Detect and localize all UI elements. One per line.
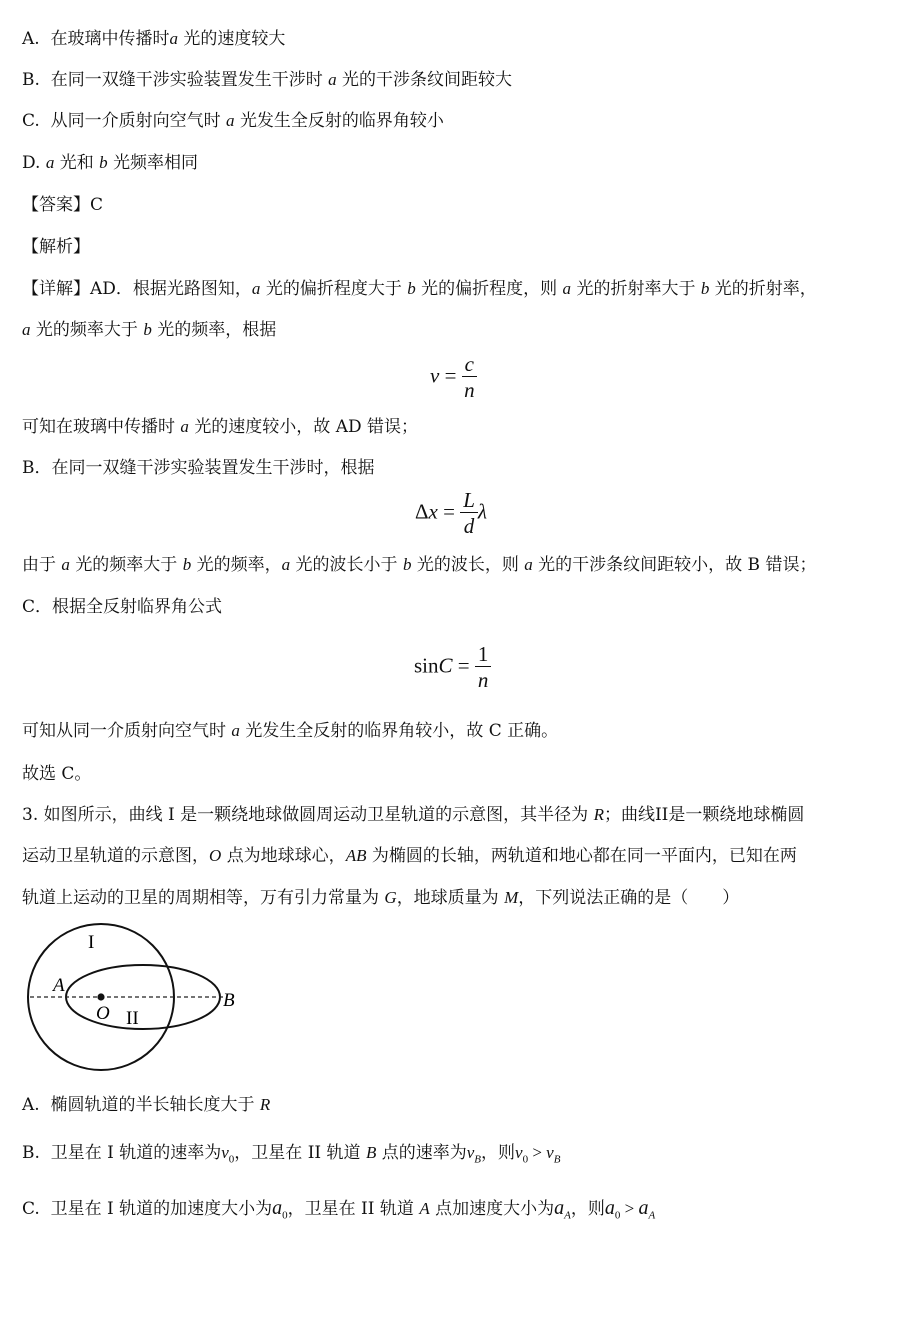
formula-critical-angle: sinC = $\frac{1}{n}$	[414, 642, 491, 693]
option-c-q2: C. 从同一介质射向空气时 a 光发生全反射的临界角较小	[22, 111, 444, 131]
detail-line-8: 故选 C。	[22, 764, 92, 784]
q3-stem-line-1: 3. 如图所示，曲线 I 是一颗绕地球做圆周运动卫星轨道的示意图，其半径为 R；曲线II是一颗绕地球椭圆	[22, 805, 805, 825]
detail-line-2: a 光的频率大于 b 光的频率，根据	[22, 320, 277, 340]
label-point-O: O	[96, 1003, 110, 1024]
detail-line-6: C．根据全反射临界角公式	[22, 597, 223, 617]
orbit-diagram	[20, 918, 260, 1078]
detail-line-1: 【详解】AD．根据光路图知，a 光的偏折程度大于 b 光的偏折程度，则 a 光的折射率大于 b 光的折射率，	[22, 279, 817, 299]
q3-option-c: C. 卫星在 I 轨道的加速度大小为$a_0$，卫星在 II 轨道 A 点加速度大小为$a_A$，则$a_0 > a_A$	[22, 1197, 656, 1222]
earth-center-dot	[97, 993, 104, 1000]
formula-fringe-spacing: Δx = $\frac{L}{d}$ λ	[415, 488, 487, 538]
label-point-A: A	[53, 975, 65, 996]
q3-stem-line-3: 轨道上运动的卫星的周期相等，万有引力常量为 G，地球质量为 M，下列说法正确的是（ ）	[22, 888, 740, 908]
q3-stem-line-2: 运动卫星轨道的示意图，O 点为地球球心，AB 为椭圆的长轴，两轨道和地心都在同一平面内，已知在两	[22, 846, 797, 866]
answer-value: C	[90, 195, 104, 215]
detail-line-7: 可知从同一介质射向空气时 a 光发生全反射的临界角较小，故 C 正确。	[22, 721, 559, 741]
q3-option-a: A. 椭圆轨道的半长轴长度大于 R	[22, 1095, 271, 1115]
option-d-q2: D. a 光和 b 光频率相同	[22, 153, 199, 173]
analysis-label: 【解析】	[22, 237, 90, 257]
answer-label: 【答案】	[22, 195, 90, 215]
label-orbit-I: I	[88, 932, 95, 953]
option-a-q2: A. 在玻璃中传播时a 光的速度较大	[22, 29, 286, 49]
q3-option-b: B. 卫星在 I 轨道的速率为$v_0$，卫星在 II 轨道 B 点的速率为$v_B$，则$v_0 > v_B$	[22, 1143, 561, 1166]
label-orbit-II: II	[126, 1008, 139, 1029]
detail-line-3: 可知在玻璃中传播时 a 光的速度较小，故 AD 错误；	[22, 417, 419, 437]
option-b-q2: B. 在同一双缝干涉实验装置发生干涉时 a 光的干涉条纹间距较大	[22, 70, 513, 90]
answer-line	[22, 193, 103, 217]
label-point-B: B	[223, 990, 235, 1011]
formula-velocity: v = $\frac{c}{n}$	[430, 352, 477, 403]
detail-line-4: B．在同一双缝干涉实验装置发生干涉时，根据	[22, 458, 375, 478]
detail-line-5: 由于 a 光的频率大于 b 光的频率，a 光的波长小于 b 光的波长，则 a 光的干涉条纹间距较小，故 B 错误；	[22, 555, 817, 575]
